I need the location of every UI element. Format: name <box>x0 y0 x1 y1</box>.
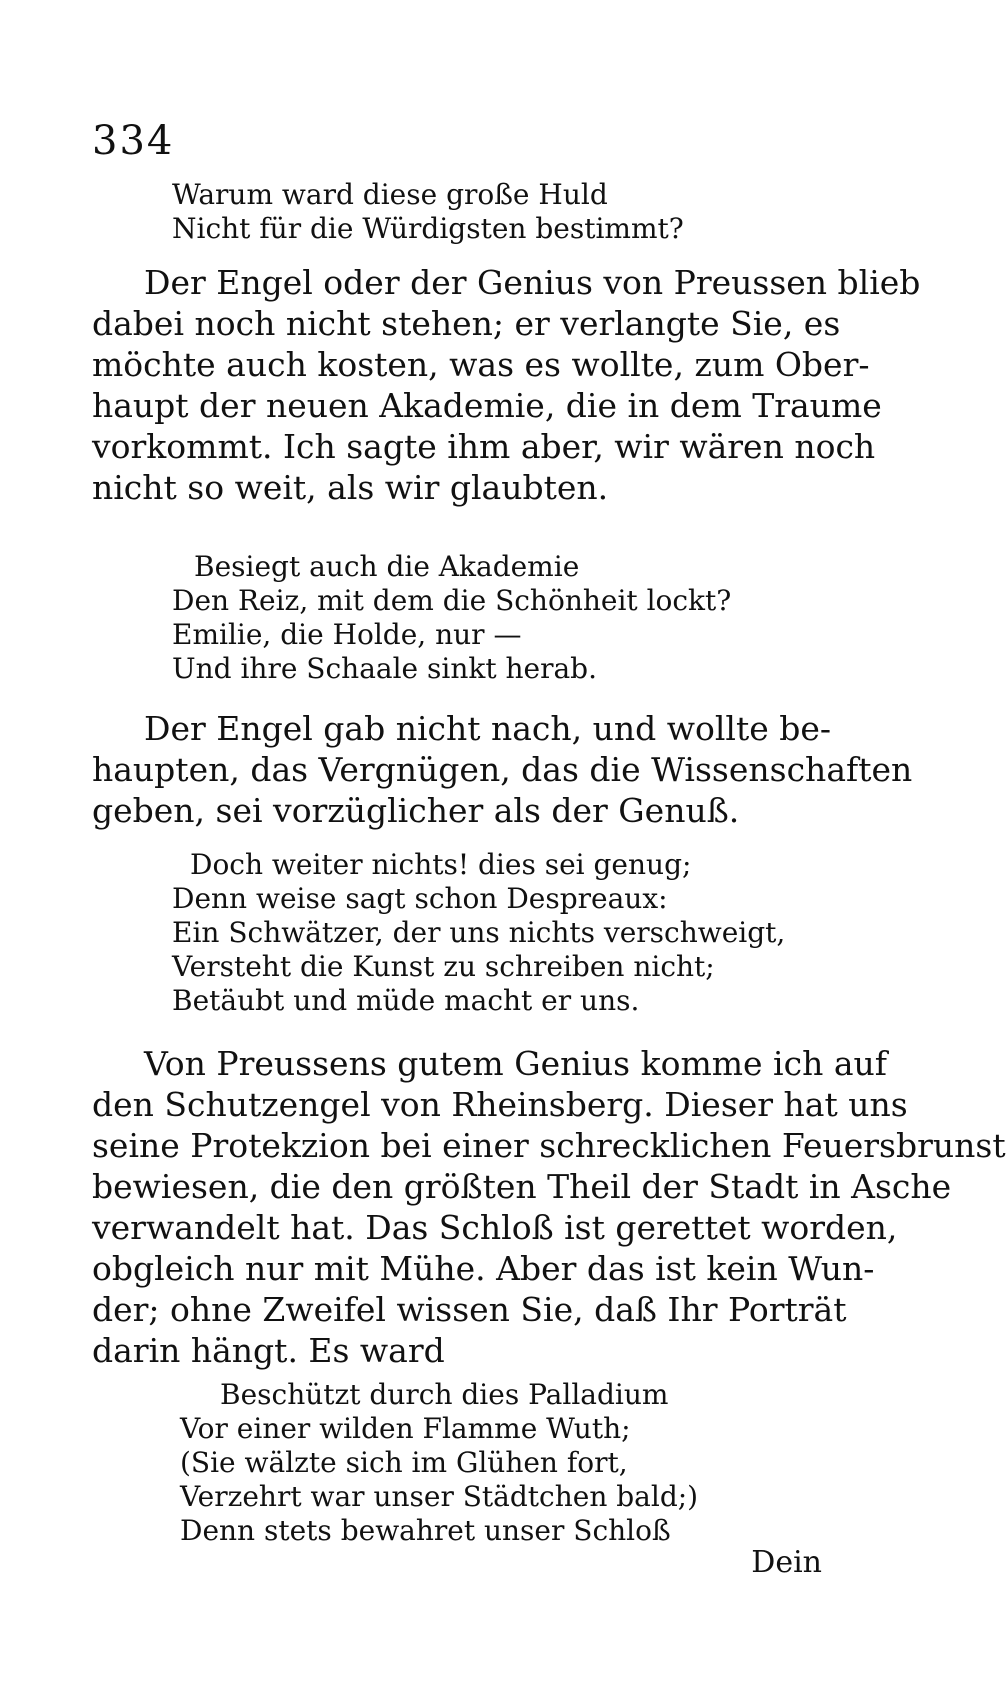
verse-block-1 <box>172 178 684 246</box>
prose-line: Der Engel gab nicht nach, und wollte be- <box>144 709 832 748</box>
verse-line: Denn stets bewahret unser Schloß <box>180 1514 671 1547</box>
prose-line: darin hängt. Es ward <box>92 1331 445 1370</box>
prose-line: obgleich nur mit Mühe. Aber das ist kein Wun- <box>92 1249 875 1288</box>
verse-line: Und ihre Schaale sinkt herab. <box>172 652 597 685</box>
verse-line: (Sie wälzte sich im Glühen fort, <box>180 1446 628 1479</box>
prose-line: möchte auch kosten, was es wollte, zum Ober- <box>92 345 870 384</box>
prose-line: Von Preussens gutem Genius komme ich auf <box>144 1044 887 1083</box>
prose-line: Der Engel oder der Genius von Preussen blieb <box>144 263 921 302</box>
prose-line: der; ohne Zweifel wissen Sie, daß Ihr Porträt <box>92 1290 847 1329</box>
verse-line: Betäubt und müde macht er uns. <box>172 984 640 1017</box>
verse-line: Denn weise sagt schon Despreaux: <box>172 882 668 915</box>
verse-line: Emilie, die Holde, nur — <box>172 618 522 651</box>
verse-block-2 <box>172 550 731 686</box>
catchword: Dein <box>751 1545 822 1580</box>
prose-line: dabei noch nicht stehen; er verlangte Sie, es <box>92 304 841 343</box>
verse-line: Vor einer wilden Flamme Wuth; <box>180 1412 631 1445</box>
verse-line: Versteht die Kunst zu schreiben nicht; <box>172 950 715 983</box>
verse-line: Nicht für die Würdigsten bestimmt? <box>172 212 684 245</box>
verse-line: Besiegt auch die Akademie <box>194 550 580 583</box>
verse-line: Doch weiter nichts! dies sei genug; <box>190 848 692 881</box>
prose-line: geben, sei vorzüglicher als der Genuß. <box>92 791 740 830</box>
paragraph-3 <box>92 1043 1006 1371</box>
prose-line: bewiesen, die den größten Theil der Stadt in Asche <box>92 1167 952 1206</box>
paragraph-1 <box>92 262 921 508</box>
prose-line: vorkommt. Ich sagte ihm aber, wir wären noch <box>92 427 876 466</box>
verse-line: Den Reiz, mit dem die Schönheit lockt? <box>172 584 732 617</box>
prose-line: seine Protekzion bei einer schrecklichen Feuersbrunst <box>92 1126 1006 1165</box>
prose-line: nicht so weit, als wir glaubten. <box>92 468 609 507</box>
verse-block-3 <box>172 848 785 1018</box>
prose-line: haupten, das Vergnügen, das die Wissenschaften <box>92 750 913 789</box>
verse-line: Beschützt durch dies Palladium <box>220 1378 669 1411</box>
verse-line: Ein Schwätzer, der uns nichts verschweigt, <box>172 916 786 949</box>
verse-line: Warum ward diese große Huld <box>172 178 608 211</box>
paragraph-2 <box>92 708 913 831</box>
prose-line: haupt der neuen Akademie, die in dem Traume <box>92 386 882 425</box>
prose-line: den Schutzengel von Rheinsberg. Dieser hat uns <box>92 1085 908 1124</box>
verse-line: Verzehrt war unser Städtchen bald;) <box>180 1480 699 1513</box>
page-number: 334 <box>92 118 175 164</box>
prose-line: verwandelt hat. Das Schloß ist gerettet worden, <box>92 1208 898 1247</box>
verse-block-4 <box>180 1378 698 1548</box>
